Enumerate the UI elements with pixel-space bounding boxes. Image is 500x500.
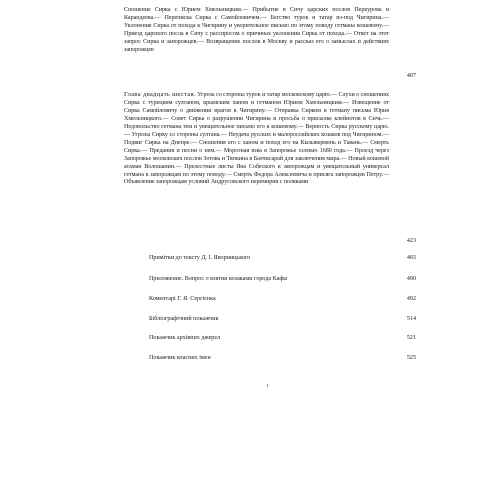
toc-entry-chapter-26-page: 423	[406, 238, 416, 244]
toc-entry-page: 492	[406, 296, 416, 302]
chapter-title: Глава двадцать шестая.	[124, 91, 196, 98]
toc-entry-title: Покажчик архівних джерел	[149, 335, 221, 341]
toc-page	[124, 0, 416, 500]
toc-entry-title: Коментарі Г. Я. Сергієнка	[149, 296, 216, 302]
toc-entry-chapter-25-page: 407	[406, 73, 416, 79]
toc-entry-page: 514	[406, 316, 416, 322]
scan-speck	[267, 384, 268, 387]
toc-entry-page: 525	[406, 355, 416, 361]
toc-entry-chapter-25-text: Сношение Сирка с Юрием Хмельницким.— Прибытие в Сичу царских послов Перкурова и Карандеева.— Переписка Сирка с Самойловичем.— Бегство турок и татар из-под Чигирина.— Уклонение Сирка от похода к Чигирину и укорительное письмо по этому поводу гетмана кошевому.— Приезд царского посла в Сичу с расспросом о причинах уклонения Сирка от похода.— Ответ на этот запрос Сирка и запорожцев.— Возвращение послов в Москву и рассказ его о замыслах и действиях запорожцев	[124, 7, 389, 53]
toc-entry-chapter-26-text	[124, 91, 389, 187]
toc-entry-page: 490	[406, 276, 416, 282]
toc-entry-title: Покажчик власних імен	[149, 355, 211, 361]
toc-entry-page: 521	[406, 335, 416, 341]
toc-entry-page: 465	[406, 255, 416, 261]
chapter-summary: Угроза со стороны турок и татар московскому царю.— Слухи о сношениях Сирка с турецким султаном, крымским ханом и гетманом Юрием Хмельницким.— Извещение от Сирка Самойловичу о движении врагов к Чигирину.— Отправка Сирком к гетману письма Юрия Хмельницкого.— Совет Сирка о разрушении Чигирина и просьба о присылке клейнотов в Сичь.— Недовольство гетмана тем и увещательное письмо его к кошевому.— Верность Сирка русскому царю.— Угрозы Сирку со стороны султана.— Неудача русских и малороссийских козаков под Чигирином.— Подвиг Сирка на Днепре.— Сношения его с ханом и поход его на Кызыкермень и Тавань.— Смерть Сирка.— Предания и песни о нем.— Морозная язва в Запорожье осенью 1680 года.— Проезд через Запорожье московских послов Зотова и Тяпкина в Бахчисарай для заключения мира.— Новый кошевой атаман Волошанин.— Прелестные листы Яна Собеского к запорожцам и увещательный универсал гетмана к запорожцам по этому поводу.— Смерть Федора Алексеевича и присяга запорожцев Петру.— Объявление запорожцам условий Андрусовского перемирия с поляками	[124, 92, 389, 186]
toc-entry-title: Бібліографічний покажчик	[149, 316, 219, 322]
toc-entry-title: Примітки до тексту Д. І. Яворницького	[149, 255, 251, 261]
toc-entry-title: Приложение. Вопрос о взятии козаками города Кафы	[149, 276, 288, 282]
